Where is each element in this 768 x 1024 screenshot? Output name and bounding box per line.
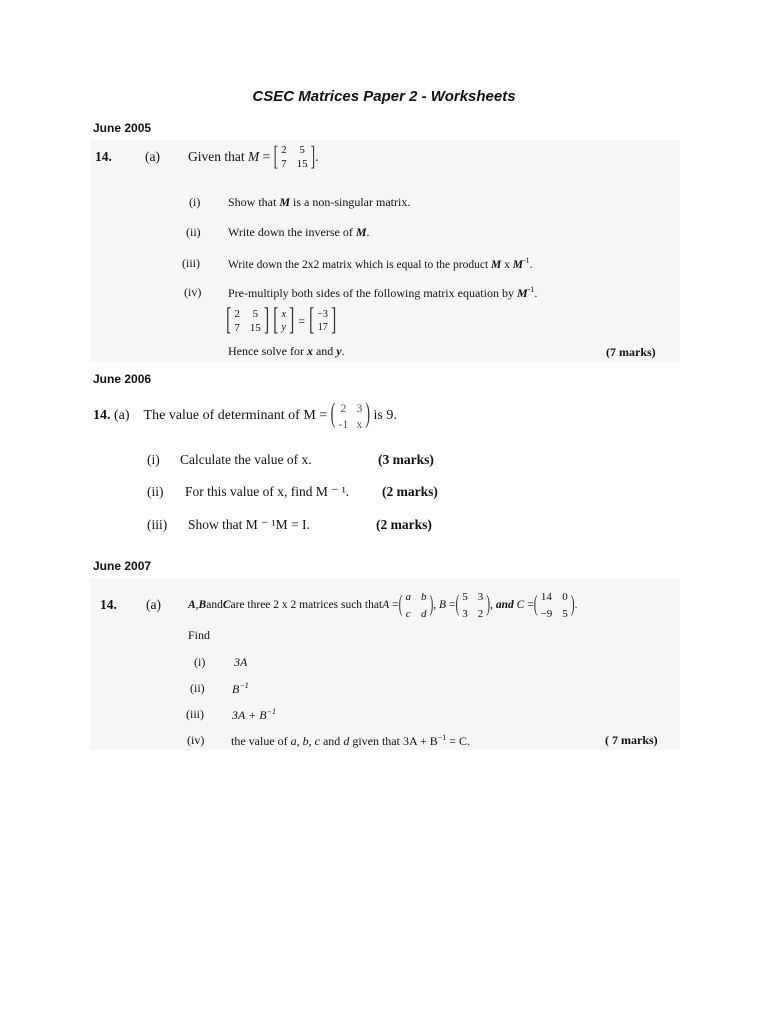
marks-label: ( 7 marks) xyxy=(605,733,658,747)
determinant-matrix: ( 2 3 -1 x ) xyxy=(330,400,371,431)
marks-label: (2 marks) xyxy=(376,517,432,532)
scan-region-2005 xyxy=(90,140,680,362)
item-text: Show that M ⁻ ¹M = I. xyxy=(188,517,310,532)
matrix-C: ( 14 0 −9 5 ) xyxy=(533,590,575,620)
question-number: 14. xyxy=(93,408,111,423)
marks-label: (3 marks) xyxy=(378,452,434,467)
outro-text: is 9. xyxy=(373,408,397,423)
equals-sign: = xyxy=(262,149,271,164)
matrix-B: [ −3 17 ] xyxy=(309,303,337,337)
left-bracket: [ xyxy=(273,141,279,171)
matrix-cell: 2 xyxy=(281,143,287,156)
question-intro-line: A , B and C are three 2 x 2 matrices such that A = ( a b c d ) , B = ( 5 3 3 2 ) , and C = ( 14 0 −9 5 ) . xyxy=(188,590,578,620)
marks-label: (7 marks) xyxy=(606,345,656,359)
question-part: (a) xyxy=(146,597,161,612)
question-number: 14. xyxy=(100,597,117,612)
item-text: $B^{-1}$ xyxy=(232,681,249,696)
item-number: (iii) xyxy=(147,517,168,532)
item-number: (ii) xyxy=(147,484,164,499)
matrix-A: ( a b c d ) xyxy=(398,590,434,620)
matrix-cell: 5 xyxy=(299,143,305,156)
find-label: Find xyxy=(188,628,211,642)
question-part: (a) xyxy=(114,408,130,423)
matrix-equation xyxy=(226,304,336,338)
question-number: 14. xyxy=(95,149,112,164)
matrix-M xyxy=(273,141,316,171)
item-text: $3A + B^{-1}$ xyxy=(232,707,276,722)
item-number: (i) xyxy=(194,655,206,669)
intro-text: Given that xyxy=(188,149,245,164)
item-number: (i) xyxy=(147,452,160,467)
matrix-B: ( 5 3 3 2 ) xyxy=(455,590,491,620)
matrix-cell: 7 xyxy=(281,157,287,170)
matrix-var: M xyxy=(248,149,260,164)
section-year-2007: June 2007 xyxy=(93,559,152,573)
equals-sign: = xyxy=(298,313,306,328)
item-text: the value of a, b, c and d given that $3A + B^{-1} = C$. xyxy=(231,733,471,748)
item-number: (ii) xyxy=(190,681,205,695)
item-text: Show that M is a non-singular matrix. xyxy=(228,195,411,209)
item-number: (ii) xyxy=(186,225,201,239)
matrix-X: [ x y ] xyxy=(273,303,295,337)
question-intro-line: Given that M = [ 2 5 7 15 ] . xyxy=(188,141,319,171)
item-text: Calculate the value of x. xyxy=(180,452,312,467)
item-text: Write down the inverse of M. xyxy=(228,225,370,239)
marks-label: (2 marks) xyxy=(382,484,438,499)
section-year-2005: June 2005 xyxy=(93,121,152,135)
item-text: For this value of x, find M ⁻ ¹. xyxy=(185,484,350,499)
intro-text: The value of determinant of M = xyxy=(143,408,328,423)
item-text: 3A xyxy=(234,655,248,669)
item-text: Pre-multiply both sides of the following matrix equation by $M^{-1}$. xyxy=(228,285,538,300)
right-bracket: ] xyxy=(310,141,316,171)
item-number: (iv) xyxy=(184,285,202,299)
item-number: (i) xyxy=(189,195,201,209)
section-year-2006: June 2006 xyxy=(93,372,152,386)
question-part: (a) xyxy=(145,149,160,164)
item-number: (iii) xyxy=(186,707,204,721)
question-intro-line xyxy=(93,398,397,434)
hence-text: Hence solve for x and y. xyxy=(228,344,345,358)
item-number: (iv) xyxy=(187,733,205,747)
matrix-cell: 15 xyxy=(296,157,308,170)
item-number: (iii) xyxy=(182,256,200,270)
page-title: CSEC Matrices Paper 2 - Worksheets xyxy=(252,88,516,105)
matrix-A: [ 2 5 7 15 ] xyxy=(226,303,270,337)
item-text: Write down the 2x2 matrix which is equal to the product M x $M^{-1}$. xyxy=(228,256,533,271)
